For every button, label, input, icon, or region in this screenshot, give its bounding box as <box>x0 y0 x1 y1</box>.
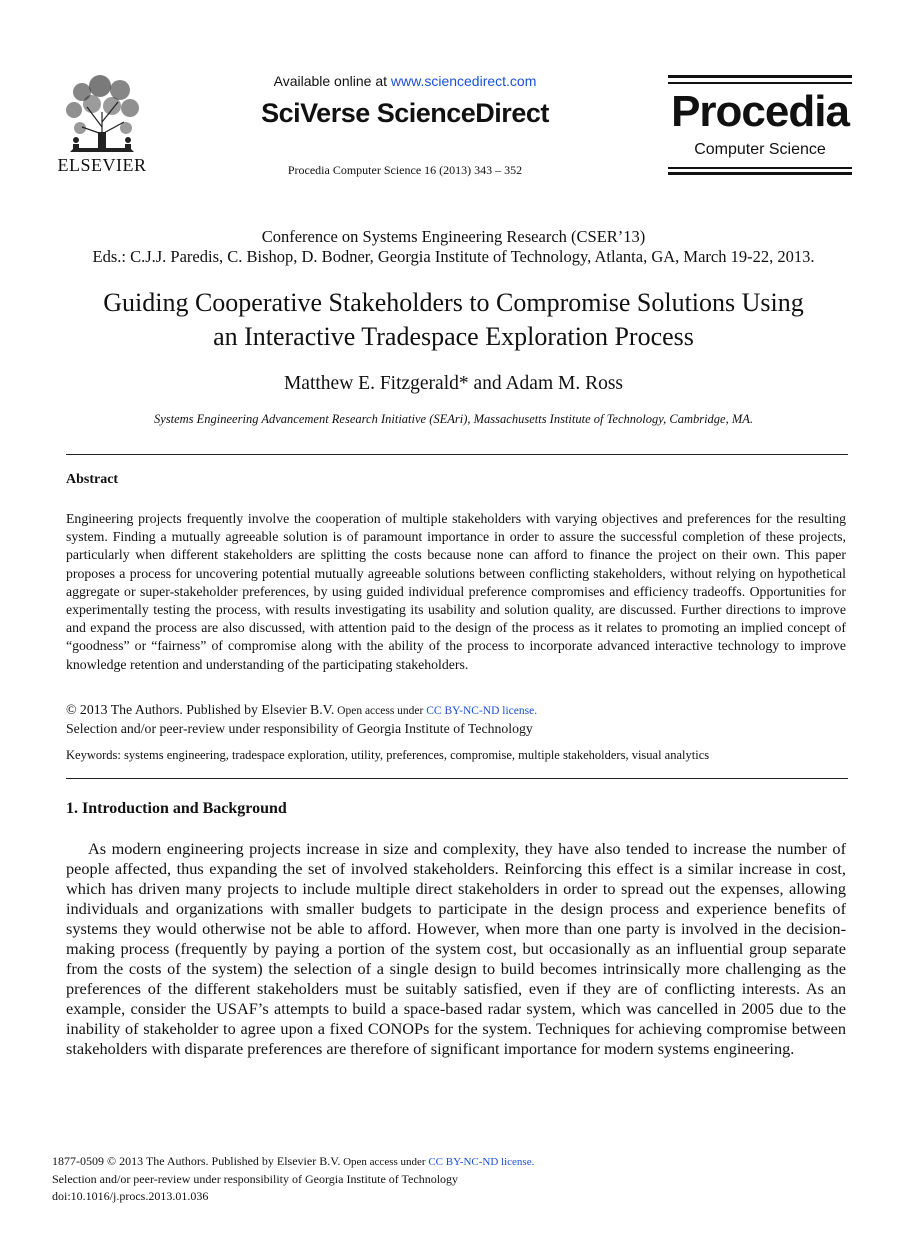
peer-review-line: Selection and/or peer-review under responsibility of Georgia Institute of Technology <box>66 721 533 737</box>
procedia-logo <box>668 75 852 175</box>
conference-editors: Eds.: C.J.J. Paredis, C. Bishop, D. Bodner, Georgia Institute of Technology, Atlanta, GA, March 19-22, 2013. <box>92 247 815 266</box>
elsevier-wordmark: ELSEVIER <box>57 155 147 175</box>
available-online-label: Available online at <box>273 73 391 89</box>
footer-license-link[interactable]: CC BY-NC-ND license. <box>428 1156 535 1168</box>
divider-top <box>66 454 848 455</box>
divider-bottom <box>66 778 848 779</box>
procedia-rule-bottom-1 <box>668 167 852 169</box>
paper-title-line-2: an Interactive Tradespace Exploration Process <box>213 322 694 351</box>
footer-issn-line <box>52 1153 652 1171</box>
footer-open-access: Open access under <box>340 1156 429 1168</box>
procedia-rule-top-1 <box>668 75 852 78</box>
conference-name: Conference on Systems Engineering Research (CSER’13) <box>261 227 646 246</box>
paper-title-line-1: Guiding Cooperative Stakeholders to Compromise Solutions Using <box>103 288 804 317</box>
sciencedirect-link[interactable]: www.sciencedirect.com <box>390 73 537 89</box>
platform-wordmark: SciVerse ScienceDirect <box>261 98 549 128</box>
footer-issn: 1877-0509 © 2013 The Authors. Published by Elsevier B.V. <box>52 1154 341 1168</box>
copyright-text: © 2013 The Authors. Published by Elsevier B.V. <box>66 702 335 717</box>
authors: Matthew E. Fitzgerald* and Adam M. Ross <box>283 373 624 394</box>
copyright-block <box>66 701 846 738</box>
procedia-rule-top-2 <box>668 82 852 84</box>
abstract-body: Engineering projects frequently involve the cooperation of multiple stakeholders with varying objectives and preferences for the resulting system. Finding a mutually agreeable solution is of paramount importance in order to assure the successful completion of these projects, particularly when different stakeholders are splitting the costs because none can afford to finance the project on their own. This paper proposes a process for uncovering potential mutually agreeable solutions between conflicting stakeholders, without relying on hypothetical aggregate or super-stakeholder preferences, by using guided individual preference compromises and efficiency tradeoffs. Opportunities for experimentally testing the process, with results investigating its usability and solution quality, are discussed. Further directions to improve and expand the process are also discussed, with attention paid to the design of the process as it relates to promoting an implied concept of “goodness” or “fairness” of compromise along with the ability of the process to incorporate advanced interactive technology to improve knowledge retention and understanding of the participating stakeholders. <box>66 511 846 672</box>
keywords: Keywords: systems engineering, tradespace exploration, utility, preferences, compromise, multiple stakeholders, visual analytics <box>66 748 710 762</box>
procedia-rule-bottom-2 <box>668 172 852 175</box>
journal-reference: Procedia Computer Science 16 (2013) 343 – 352 <box>287 163 523 177</box>
section-heading: 1. Introduction and Background <box>66 800 287 817</box>
footer <box>52 1153 652 1205</box>
abstract-heading: Abstract <box>66 472 119 487</box>
paper-title <box>40 286 867 354</box>
section-body: As modern engineering projects increase in size and complexity, they have also tended to increase the number of people affected, thus expanding the set of involved stakeholders. Reinforcing this effect is a similar increase in cost, which has driven many projects to include multiple direct stakeholders in order to spread out the expenses, allowing individuals and organizations with smaller budgets to participate in the design process and experience benefits of systems they would otherwise not be able to afford. However, when more than one party is involved in the decision-making process (frequently by paying a portion of the system cost, but occasionally as an influential group separate from the costs of the system) the selection of a single design to build becomes intrinsically more challenging as the preferences of the different stakeholders must be suitably satisfied, even if they are of conflicting interests. As an example, consider the USAF’s attempts to build a space-based radar system, which was cancelled in 2005 due to the inability of stakeholder to agree upon a fixed CONOPs for the system. Techniques for achieving compromise between stakeholders with disparate preferences are therefore of significant importance for modern systems engineering. <box>66 839 846 1058</box>
open-access-text: Open access under <box>334 705 427 717</box>
procedia-subtitle: Computer Science <box>694 141 826 158</box>
footer-peer-review: Selection and/or peer-review under responsibility of Georgia Institute of Technology <box>52 1172 459 1186</box>
conference-info <box>40 227 867 267</box>
copyright-line <box>66 701 846 720</box>
license-link[interactable]: CC BY-NC-ND license. <box>426 705 538 717</box>
available-online <box>240 73 570 89</box>
affiliation: Systems Engineering Advancement Research Initiative (SEAri), Massachusetts Institute of Technology, Cambridge, MA. <box>153 412 754 426</box>
procedia-title: Procedia <box>671 87 849 136</box>
footer-doi: doi:10.1016/j.procs.2013.01.036 <box>52 1189 209 1203</box>
